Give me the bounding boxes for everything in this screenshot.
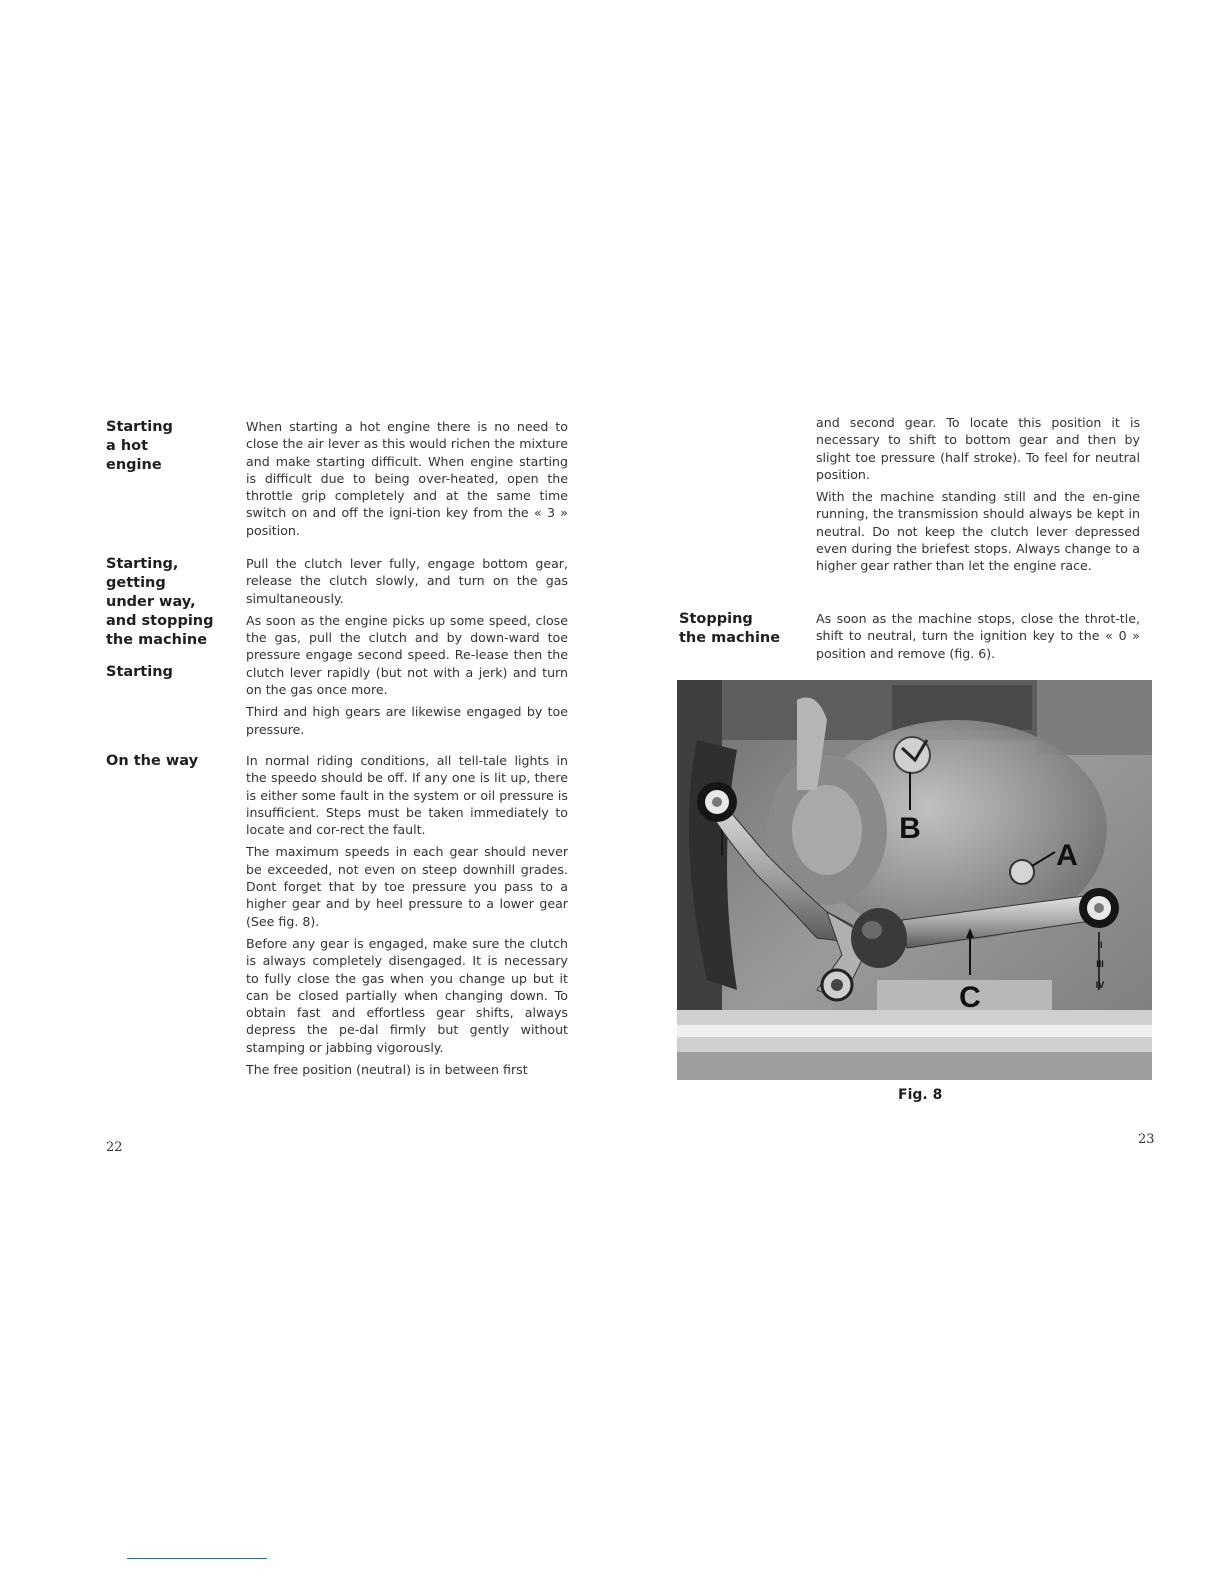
section-starting-hot-engine — [246, 418, 568, 544]
heading-starting-getting-under-way: Starting, getting under way, and stopping the machine — [106, 556, 214, 648]
label-c: C — [959, 981, 981, 1014]
paragraph: In normal riding conditions, all tell-tale lights in the speedo should be off. If any one is lit up, there is either some fault in the system or oil pressure is insufficient. Steps must be taken immediately to locate and cor-rect the fault. — [246, 753, 568, 838]
section-neutral-continuation — [816, 414, 1140, 580]
paragraph: The free position (neutral) is in between first — [246, 1062, 528, 1078]
page-number-right: 23 — [1138, 1132, 1155, 1147]
paragraph: As soon as the engine picks up some speed, close the gas, pull the clutch and by down-ward toe pressure engage second speed. Re-lease then the clutch lever rapidly (but not with a jerk) and turn on the gas once more. — [246, 612, 568, 698]
paragraph: As soon as the machine stops, close the throt-tle, shift to neutral, turn the ignition key to the « 0 » position and remove (fig. 6). — [816, 611, 1140, 661]
section-on-the-way — [246, 752, 568, 1083]
label-a: A — [1056, 839, 1078, 872]
paragraph: Third and high gears are likewise engaged by toe pressure. — [246, 704, 568, 737]
heading-starting-hot-engine: Starting a hot engine — [106, 419, 173, 473]
paragraph: and second gear. To locate this position it is necessary to shift to bottom gear and then by slight toe pressure (half stroke). To feel for neutral position. — [816, 415, 1140, 482]
bottom-divider — [127, 1558, 267, 1559]
section-starting-getting-under-way — [246, 555, 568, 743]
paragraph: Pull the clutch lever fully, engage bottom gear, release the clutch slowly, and turn on the gas simultaneously. — [246, 556, 568, 606]
gear-label-iv: IV — [1095, 980, 1105, 990]
label-b: B — [899, 812, 921, 845]
heading-on-the-way: On the way — [106, 753, 199, 769]
gear-label-iii: III — [1096, 959, 1104, 969]
figure-caption: Fig. 8 — [898, 1087, 943, 1103]
paragraph: With the machine standing still and the en-gine running, the transmission should always be kept in neutral. Do not keep the clutch lever depressed even during the briefest stops. Always change to a higher gear rather than let the engine race. — [816, 489, 1140, 574]
page-number-left: 22 — [106, 1140, 123, 1155]
section-stopping-the-machine — [816, 610, 1140, 667]
gear-label-ii: II — [1097, 940, 1103, 950]
paragraph: The maximum speeds in each gear should never be exceeded, not even on steep downhill grades. Dont forget that by toe pressure you pass to a higher gear and by heel pressure to a lower gear (See fig. 8). — [246, 844, 568, 929]
paragraph: Before any gear is engaged, make sure the clutch is always completely disengaged. It is necessary to fully close the gas when you change up but it can be closed partially when changing down. To obtain fast and effortless gear shifts, always depress the pe-dal firmly but gently without stamping or jabbing vigorously. — [246, 935, 568, 1055]
heading-stopping-the-machine: Stopping the machine — [679, 611, 781, 646]
gear-lever-illustration — [677, 680, 1152, 1080]
subheading-starting: Starting — [106, 664, 173, 680]
paragraph: When starting a hot engine there is no need to close the air lever as this would richen the mixture and make starting difficult. When engine starting is difficult due to being over-heated, open the throttle grip completely and at the same time switch on and off the igni-tion key from the « 3 » position. — [246, 419, 568, 538]
gear-lever-photo — [677, 680, 1152, 1080]
